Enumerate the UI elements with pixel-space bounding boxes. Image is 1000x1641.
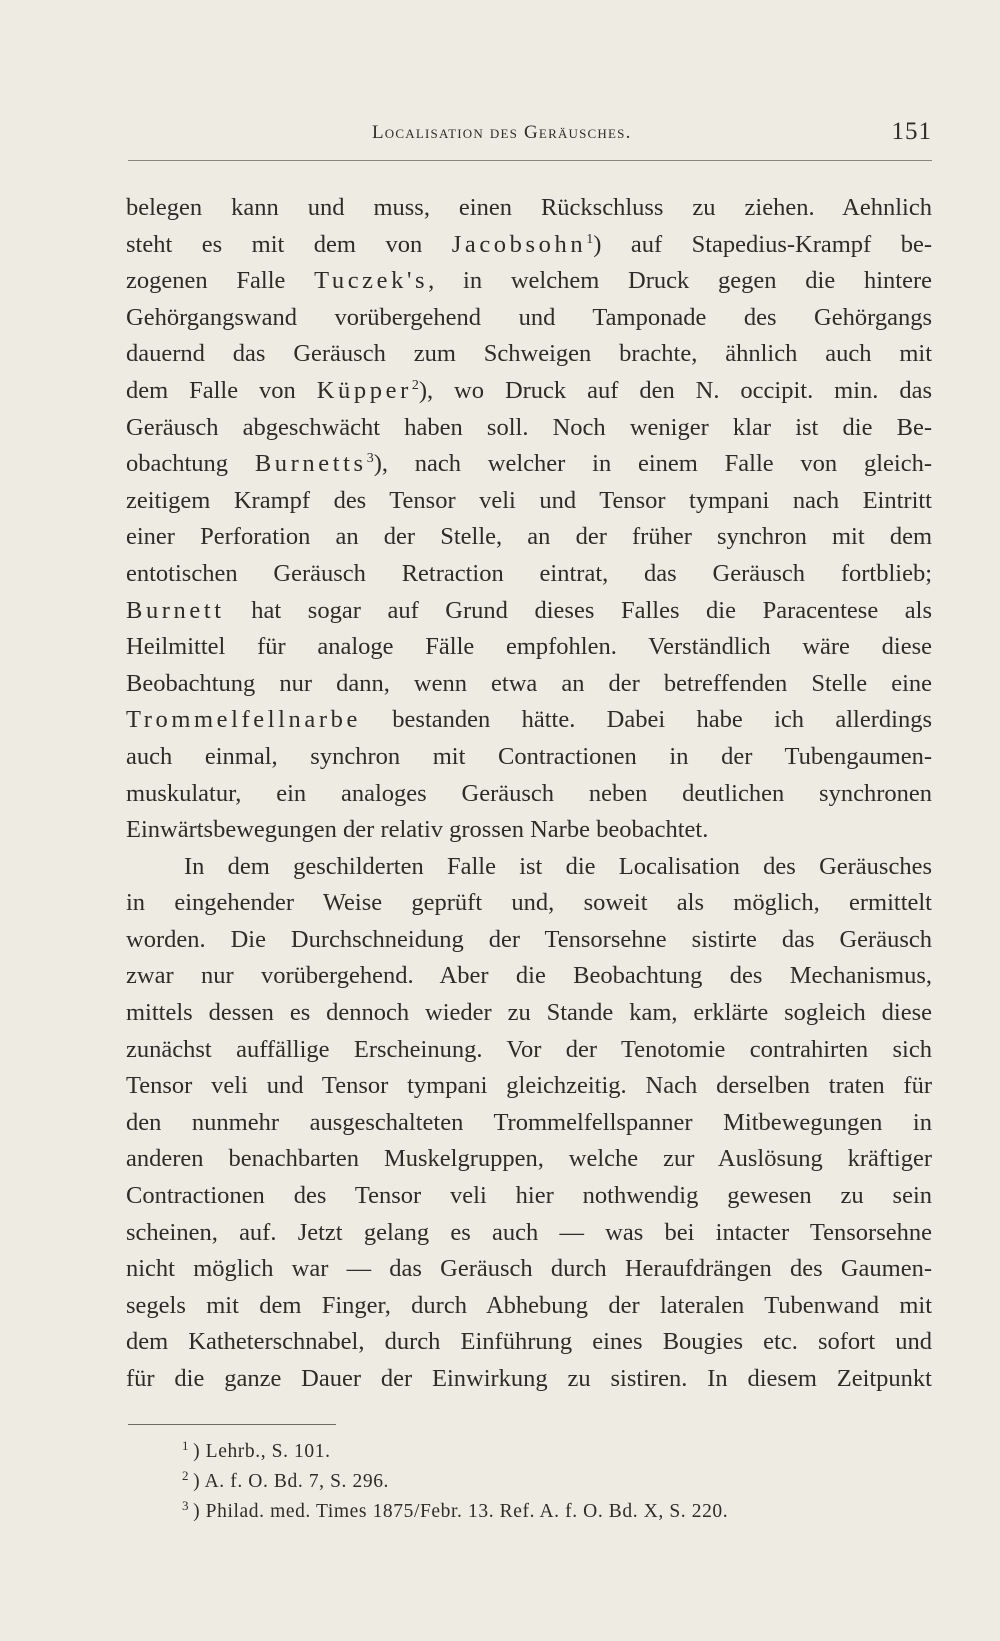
footnote-mark: 1	[182, 1438, 190, 1453]
text-line: dauernd das Geräusch zum Schweigen brachte, ähnlich auch mit	[126, 340, 932, 368]
text-line: mittels dessen es dennoch wieder zu Stande kam, erklärte sogleich diese	[126, 999, 932, 1027]
text-line: zunächst auffällige Erscheinung. Vor der Tenotomie contrahirten sich	[126, 1035, 932, 1063]
text-line: dem Falle von Küpper$^2$), wo Druck auf den N. occipit. min. das	[126, 376, 932, 404]
footnote-ref: 1	[586, 231, 594, 247]
text-line: entotischen Geräusch Retraction eintrat, das Geräusch fortblieb;	[126, 559, 932, 587]
text-line: Burnett hat sogar auf Grund dieses Falles die Paracentese als	[126, 596, 932, 624]
footnote-mark: 2	[182, 1468, 190, 1483]
text-line: Beobachtung nur dann, wenn etwa an der betreffenden Stelle eine	[126, 669, 932, 697]
text-line: Gehörgangswand vorübergehend und Tamponade des Gehörgangs	[126, 303, 932, 331]
text-line: muskulatur, ein analoges Geräusch neben deutlichen synchronen	[126, 779, 932, 807]
text-line: Tensor veli und Tensor tympani gleichzeitig. Nach derselben traten für	[126, 1072, 932, 1100]
text-line: Einwärtsbewegungen der relativ grossen Narbe beobachtet.	[126, 816, 709, 844]
footnote-3: $^3$ ) Philad. med. Times 1875/Febr. 13. Ref. A. f. O. Bd. X, S. 220.	[182, 1498, 729, 1522]
author-name: Burnett	[126, 596, 225, 624]
text-line: nicht möglich war — das Geräusch durch Heraufdrängen des Gaumen-	[126, 1255, 932, 1283]
author-name: Jacobsohn	[451, 230, 587, 258]
text-line: zogenen Falle Tuczek's, in welchem Druck gegen die hintere	[126, 267, 932, 295]
text-line: scheinen, auf. Jetzt gelang es auch — was bei intacter Tensorsehne	[126, 1218, 932, 1246]
footnote-2: $^2$ ) A. f. O. Bd. 7, S. 296.	[182, 1468, 390, 1492]
author-name: Burnetts	[254, 450, 367, 478]
footnote-ref: 3	[366, 451, 374, 467]
text-line: segels mit dem Finger, durch Abhebung der lateralen Tubenwand mit	[126, 1291, 932, 1319]
text-line: obachtung Burnetts$^3$), nach welcher in einem Falle von gleich-	[126, 450, 932, 478]
text-line: einer Perforation an der Stelle, an der früher synchron mit dem	[126, 523, 932, 551]
text-line: für die ganze Dauer der Einwirkung zu sistiren. In diesem Zeitpunkt	[126, 1365, 932, 1392]
footnotes	[182, 1437, 902, 1527]
emphasized-term: Trommelfellnarbe	[126, 706, 361, 734]
text-line: zeitigem Krampf des Tensor veli und Tensor tympani nach Eintritt	[126, 486, 932, 514]
text-line: anderen benachbarten Muskelgruppen, welche zur Auslösung kräftiger	[126, 1145, 932, 1173]
text-line: zwar nur vorübergehend. Aber die Beobachtung des Mechanismus,	[126, 962, 932, 990]
text-line: In dem geschilderten Falle ist die Localisation des Geräusches	[184, 852, 932, 880]
text-line: auch einmal, synchron mit Contractionen in der Tubengaumen-	[126, 742, 932, 770]
footnote-mark: 3	[182, 1498, 190, 1513]
author-name: Küpper	[316, 376, 412, 404]
running-head: Localisation des Geräusches.	[372, 122, 632, 143]
text-line: Heilmittel für analoge Fälle empfohlen. Verständlich wäre diese	[126, 633, 932, 661]
text-line: Geräusch abgeschwächt haben soll. Noch weniger klar ist die Be-	[126, 413, 932, 441]
text-line: Contractionen des Tensor veli hier nothwendig gewesen zu sein	[126, 1182, 932, 1210]
footnote-1: $^1$ ) Lehrb., S. 101.	[182, 1438, 331, 1462]
body-text	[126, 190, 932, 1398]
footnote-ref: 2	[411, 377, 419, 393]
text-line: in eingehender Weise geprüft und, soweit als möglich, ermittelt	[126, 889, 932, 917]
text-line: dem Katheterschnabel, durch Einführung eines Bougies etc. sofort und	[126, 1328, 932, 1356]
text-line: belegen kann und muss, einen Rückschluss zu ziehen. Aehnlich	[126, 194, 932, 221]
footnote-divider	[128, 1424, 336, 1425]
text-line: steht es mit dem von Jacobsohn$^1$) auf Stapedius-Krampf be-	[126, 230, 932, 258]
author-name: Tuczek's	[314, 267, 429, 295]
page-header	[128, 120, 932, 161]
text-line: den nunmehr ausgeschalteten Trommelfellspanner Mitbewegungen in	[126, 1108, 932, 1136]
text-line: Trommelfellnarbe bestanden hätte. Dabei habe ich allerdings	[126, 706, 932, 734]
page-number: 151	[891, 118, 932, 145]
text-line: worden. Die Durchschneidung der Tensorsehne sistirte das Geräusch	[126, 925, 932, 953]
